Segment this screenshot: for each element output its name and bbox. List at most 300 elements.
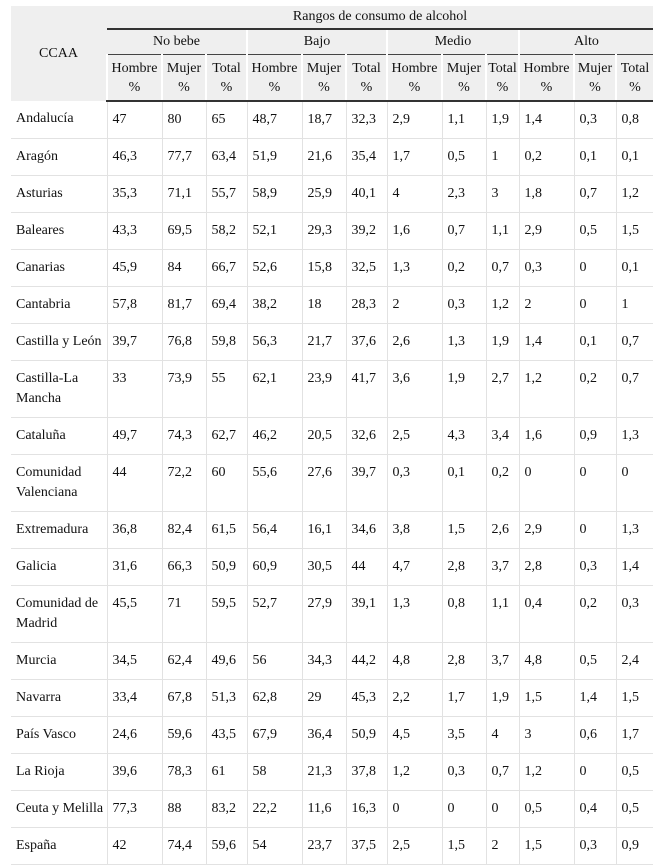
subheader-cell <box>247 55 302 102</box>
region-name: Andalucía <box>11 101 107 139</box>
value-cell: 52,1 <box>247 213 302 250</box>
value-cell: 84 <box>162 250 206 287</box>
value-cell: 32,3 <box>346 101 387 139</box>
value-cell: 56 <box>247 643 302 680</box>
value-cell: 54 <box>247 828 302 865</box>
value-cell: 1,2 <box>519 754 574 791</box>
unit-label: % <box>220 79 233 95</box>
table-row <box>11 680 653 717</box>
value-cell: 27,9 <box>302 586 346 643</box>
value-cell: 18,7 <box>302 101 346 139</box>
subheader-label: Hombre <box>523 60 570 76</box>
value-cell: 1 <box>486 139 519 176</box>
value-cell: 1,5 <box>616 213 653 250</box>
value-cell: 15,8 <box>302 250 346 287</box>
value-cell: 35,3 <box>107 176 162 213</box>
value-cell: 0,1 <box>574 139 616 176</box>
value-cell: 56,3 <box>247 324 302 361</box>
value-cell: 46,3 <box>107 139 162 176</box>
value-cell: 67,8 <box>162 680 206 717</box>
value-cell: 43,3 <box>107 213 162 250</box>
value-cell: 2,5 <box>387 418 442 455</box>
value-cell: 82,4 <box>162 512 206 549</box>
value-cell: 0,3 <box>519 250 574 287</box>
table-row <box>11 139 653 176</box>
value-cell: 45,3 <box>346 680 387 717</box>
value-cell: 43,5 <box>206 717 247 754</box>
value-cell: 81,7 <box>162 287 206 324</box>
value-cell: 2,6 <box>486 512 519 549</box>
value-cell: 60,9 <box>247 549 302 586</box>
value-cell: 0,7 <box>486 250 519 287</box>
value-cell: 0,2 <box>486 455 519 512</box>
value-cell: 1,8 <box>519 176 574 213</box>
region-name: Murcia <box>11 643 107 680</box>
value-cell: 1,2 <box>519 361 574 418</box>
unit-label: % <box>496 79 509 95</box>
subheader-cell <box>519 55 574 102</box>
value-cell: 66,3 <box>162 549 206 586</box>
value-cell: 32,5 <box>346 250 387 287</box>
region-name: Castilla-La Mancha <box>11 361 107 418</box>
table-row <box>11 287 653 324</box>
value-cell: 2,7 <box>486 361 519 418</box>
unit-label: % <box>268 79 281 95</box>
value-cell: 0 <box>574 287 616 324</box>
value-cell: 0,5 <box>616 791 653 828</box>
table-row <box>11 643 653 680</box>
value-cell: 1,3 <box>387 250 442 287</box>
value-cell: 0,5 <box>616 754 653 791</box>
value-cell: 44 <box>346 549 387 586</box>
table-row <box>11 418 653 455</box>
value-cell: 3,5 <box>442 717 486 754</box>
value-cell: 83,2 <box>206 791 247 828</box>
value-cell: 0,5 <box>442 139 486 176</box>
region-name: Galicia <box>11 549 107 586</box>
value-cell: 0 <box>387 791 442 828</box>
subheader-label: Total <box>488 60 517 76</box>
value-cell: 2,9 <box>519 512 574 549</box>
subheader-cell <box>206 55 247 102</box>
value-cell: 0,2 <box>574 361 616 418</box>
subheader-label: Total <box>620 60 650 76</box>
value-cell: 1,2 <box>387 754 442 791</box>
value-cell: 21,6 <box>302 139 346 176</box>
value-cell: 0,3 <box>574 828 616 865</box>
value-cell: 58,9 <box>247 176 302 213</box>
value-cell: 3,6 <box>387 361 442 418</box>
value-cell: 77,7 <box>162 139 206 176</box>
value-cell: 4,3 <box>442 418 486 455</box>
value-cell: 1,2 <box>616 176 653 213</box>
value-cell: 1,6 <box>387 213 442 250</box>
value-cell: 1,9 <box>486 101 519 139</box>
value-cell: 58,2 <box>206 213 247 250</box>
value-cell: 71 <box>162 586 206 643</box>
unit-label: % <box>360 79 373 95</box>
subheader-label: Mujer <box>446 60 482 76</box>
group-header: No bebe <box>107 29 247 55</box>
value-cell: 0,2 <box>519 139 574 176</box>
subheader-label: Mujer <box>577 60 613 76</box>
table-row <box>11 250 653 287</box>
value-cell: 0,7 <box>486 754 519 791</box>
value-cell: 38,2 <box>247 287 302 324</box>
value-cell: 1,9 <box>486 680 519 717</box>
subheader-cell <box>442 55 486 102</box>
value-cell: 30,5 <box>302 549 346 586</box>
value-cell: 0,3 <box>387 455 442 512</box>
value-cell: 80 <box>162 101 206 139</box>
value-cell: 41,7 <box>346 361 387 418</box>
value-cell: 0,5 <box>574 213 616 250</box>
value-cell: 21,7 <box>302 324 346 361</box>
subheader-cell <box>574 55 616 102</box>
value-cell: 36,4 <box>302 717 346 754</box>
unit-label: % <box>318 79 330 95</box>
region-name: Baleares <box>11 213 107 250</box>
value-cell: 39,1 <box>346 586 387 643</box>
value-cell: 1,9 <box>486 324 519 361</box>
value-cell: 73,9 <box>162 361 206 418</box>
group-header: Alto <box>519 29 653 55</box>
value-cell: 77,3 <box>107 791 162 828</box>
value-cell: 44 <box>107 455 162 512</box>
value-cell: 0,5 <box>574 643 616 680</box>
value-cell: 3,7 <box>486 549 519 586</box>
value-cell: 1,4 <box>519 324 574 361</box>
value-cell: 60 <box>206 455 247 512</box>
subheader-cell <box>162 55 206 102</box>
value-cell: 31,6 <box>107 549 162 586</box>
value-cell: 1,5 <box>442 828 486 865</box>
value-cell: 28,3 <box>346 287 387 324</box>
value-cell: 39,7 <box>346 455 387 512</box>
value-cell: 58 <box>247 754 302 791</box>
unit-label: % <box>458 79 470 95</box>
region-name: Comunidad Valenciana <box>11 455 107 512</box>
value-cell: 0,5 <box>519 791 574 828</box>
value-cell: 0 <box>519 455 574 512</box>
value-cell: 1,7 <box>387 139 442 176</box>
value-cell: 1,6 <box>519 418 574 455</box>
value-cell: 56,4 <box>247 512 302 549</box>
value-cell: 37,6 <box>346 324 387 361</box>
value-cell: 0,1 <box>574 324 616 361</box>
value-cell: 62,1 <box>247 361 302 418</box>
value-cell: 0 <box>574 512 616 549</box>
group-header: Medio <box>387 29 519 55</box>
subheader-cell <box>302 55 346 102</box>
value-cell: 0 <box>486 791 519 828</box>
value-cell: 45,5 <box>107 586 162 643</box>
value-cell: 0,2 <box>442 250 486 287</box>
value-cell: 76,8 <box>162 324 206 361</box>
value-cell: 59,5 <box>206 586 247 643</box>
value-cell: 49,6 <box>206 643 247 680</box>
value-cell: 20,5 <box>302 418 346 455</box>
value-cell: 1,4 <box>519 101 574 139</box>
region-name: Cantabria <box>11 287 107 324</box>
value-cell: 1,5 <box>519 680 574 717</box>
value-cell: 59,6 <box>162 717 206 754</box>
value-cell: 0,3 <box>442 754 486 791</box>
value-cell: 0 <box>574 455 616 512</box>
value-cell: 3 <box>486 176 519 213</box>
table-row <box>11 754 653 791</box>
subheader-label: Total <box>352 60 381 76</box>
value-cell: 24,6 <box>107 717 162 754</box>
value-cell: 45,9 <box>107 250 162 287</box>
value-cell: 39,6 <box>107 754 162 791</box>
value-cell: 59,8 <box>206 324 247 361</box>
table-row <box>11 361 653 418</box>
value-cell: 25,9 <box>302 176 346 213</box>
table-row <box>11 791 653 828</box>
value-cell: 0 <box>442 791 486 828</box>
value-cell: 33,4 <box>107 680 162 717</box>
value-cell: 1,1 <box>486 213 519 250</box>
value-cell: 4,8 <box>519 643 574 680</box>
value-cell: 1,3 <box>442 324 486 361</box>
value-cell: 23,7 <box>302 828 346 865</box>
value-cell: 3 <box>519 717 574 754</box>
table-body <box>11 101 653 865</box>
table-row <box>11 324 653 361</box>
value-cell: 55,6 <box>247 455 302 512</box>
value-cell: 50,9 <box>206 549 247 586</box>
value-cell: 1,4 <box>574 680 616 717</box>
value-cell: 1,5 <box>442 512 486 549</box>
subheader-cell <box>486 55 519 102</box>
value-cell: 2,9 <box>519 213 574 250</box>
value-cell: 34,6 <box>346 512 387 549</box>
value-cell: 51,9 <box>247 139 302 176</box>
value-cell: 49,7 <box>107 418 162 455</box>
value-cell: 4,7 <box>387 549 442 586</box>
subheader-cell <box>346 55 387 102</box>
value-cell: 1,7 <box>616 717 653 754</box>
subheader-label: Total <box>212 60 241 76</box>
value-cell: 0,7 <box>616 324 653 361</box>
value-cell: 42 <box>107 828 162 865</box>
value-cell: 0,7 <box>442 213 486 250</box>
value-cell: 36,8 <box>107 512 162 549</box>
subheader-label: Mujer <box>166 60 202 76</box>
value-cell: 0,4 <box>519 586 574 643</box>
value-cell: 0,4 <box>574 791 616 828</box>
value-cell: 61,5 <box>206 512 247 549</box>
table-row <box>11 455 653 512</box>
value-cell: 0 <box>574 754 616 791</box>
group-header: Bajo <box>247 29 387 55</box>
table-row <box>11 717 653 754</box>
region-name: España <box>11 828 107 865</box>
unit-label: % <box>629 79 641 95</box>
value-cell: 35,4 <box>346 139 387 176</box>
value-cell: 21,3 <box>302 754 346 791</box>
region-name: Cataluña <box>11 418 107 455</box>
value-cell: 39,7 <box>107 324 162 361</box>
value-cell: 11,6 <box>302 791 346 828</box>
value-cell: 0,8 <box>616 101 653 139</box>
value-cell: 2 <box>486 828 519 865</box>
region-name: Asturias <box>11 176 107 213</box>
table-row <box>11 512 653 549</box>
unit-label: % <box>589 79 601 95</box>
region-name: Extremadura <box>11 512 107 549</box>
subheader-label: Mujer <box>306 60 342 76</box>
unit-label: % <box>178 79 190 95</box>
value-cell: 52,7 <box>247 586 302 643</box>
value-cell: 39,2 <box>346 213 387 250</box>
value-cell: 1,3 <box>616 418 653 455</box>
value-cell: 0,6 <box>574 717 616 754</box>
value-cell: 2 <box>387 287 442 324</box>
value-cell: 44,2 <box>346 643 387 680</box>
region-name: Ceuta y Melilla <box>11 791 107 828</box>
value-cell: 3,4 <box>486 418 519 455</box>
value-cell: 0,7 <box>616 361 653 418</box>
value-cell: 4,5 <box>387 717 442 754</box>
value-cell: 69,4 <box>206 287 247 324</box>
region-name: Canarias <box>11 250 107 287</box>
value-cell: 0 <box>574 250 616 287</box>
subheader-label: Hombre <box>391 60 438 76</box>
table-header <box>11 6 653 101</box>
value-cell: 74,4 <box>162 828 206 865</box>
value-cell: 1 <box>616 287 653 324</box>
alcohol-consumption-table <box>11 6 653 865</box>
unit-label: % <box>540 79 553 95</box>
value-cell: 2 <box>519 287 574 324</box>
table-row <box>11 213 653 250</box>
table-row <box>11 828 653 865</box>
value-cell: 0,7 <box>574 176 616 213</box>
region-name: País Vasco <box>11 717 107 754</box>
value-cell: 3,7 <box>486 643 519 680</box>
value-cell: 1,1 <box>486 586 519 643</box>
value-cell: 48,7 <box>247 101 302 139</box>
value-cell: 59,6 <box>206 828 247 865</box>
corner-header-ccaa: CCAA <box>11 6 107 101</box>
unit-label: % <box>408 79 421 95</box>
value-cell: 66,7 <box>206 250 247 287</box>
region-name: Navarra <box>11 680 107 717</box>
value-cell: 0,9 <box>574 418 616 455</box>
value-cell: 27,6 <box>302 455 346 512</box>
region-name: Aragón <box>11 139 107 176</box>
unit-label: % <box>128 79 141 95</box>
subheader-label: Hombre <box>111 60 158 76</box>
value-cell: 2,5 <box>387 828 442 865</box>
table-row <box>11 549 653 586</box>
value-cell: 71,1 <box>162 176 206 213</box>
value-cell: 50,9 <box>346 717 387 754</box>
value-cell: 18 <box>302 287 346 324</box>
value-cell: 0,1 <box>442 455 486 512</box>
value-cell: 16,1 <box>302 512 346 549</box>
value-cell: 1,4 <box>616 549 653 586</box>
value-cell: 2,8 <box>442 549 486 586</box>
value-cell: 46,2 <box>247 418 302 455</box>
table-container <box>11 6 653 865</box>
value-cell: 57,8 <box>107 287 162 324</box>
value-cell: 2,3 <box>442 176 486 213</box>
subheader-cell <box>107 55 162 102</box>
value-cell: 61 <box>206 754 247 791</box>
value-cell: 74,3 <box>162 418 206 455</box>
value-cell: 1,3 <box>616 512 653 549</box>
table-row <box>11 101 653 139</box>
value-cell: 0,8 <box>442 586 486 643</box>
value-cell: 2,2 <box>387 680 442 717</box>
value-cell: 4 <box>387 176 442 213</box>
value-cell: 3,8 <box>387 512 442 549</box>
region-name: Castilla y León <box>11 324 107 361</box>
value-cell: 34,3 <box>302 643 346 680</box>
table-row <box>11 586 653 643</box>
super-header: Rangos de consumo de alcohol <box>107 6 653 29</box>
value-cell: 22,2 <box>247 791 302 828</box>
value-cell: 16,3 <box>346 791 387 828</box>
value-cell: 0,2 <box>574 586 616 643</box>
value-cell: 55 <box>206 361 247 418</box>
value-cell: 88 <box>162 791 206 828</box>
value-cell: 51,3 <box>206 680 247 717</box>
value-cell: 78,3 <box>162 754 206 791</box>
value-cell: 1,5 <box>616 680 653 717</box>
value-cell: 4,8 <box>387 643 442 680</box>
value-cell: 29,3 <box>302 213 346 250</box>
region-name: Comunidad de Madrid <box>11 586 107 643</box>
value-cell: 55,7 <box>206 176 247 213</box>
value-cell: 1,9 <box>442 361 486 418</box>
value-cell: 29 <box>302 680 346 717</box>
value-cell: 47 <box>107 101 162 139</box>
value-cell: 63,4 <box>206 139 247 176</box>
table-row <box>11 176 653 213</box>
value-cell: 4 <box>486 717 519 754</box>
subheader-cell <box>387 55 442 102</box>
subheader-cell <box>616 55 653 102</box>
value-cell: 1,5 <box>519 828 574 865</box>
value-cell: 65 <box>206 101 247 139</box>
value-cell: 0,3 <box>442 287 486 324</box>
value-cell: 0,3 <box>574 549 616 586</box>
value-cell: 23,9 <box>302 361 346 418</box>
value-cell: 0,3 <box>574 101 616 139</box>
value-cell: 34,5 <box>107 643 162 680</box>
value-cell: 40,1 <box>346 176 387 213</box>
value-cell: 67,9 <box>247 717 302 754</box>
value-cell: 0,9 <box>616 828 653 865</box>
value-cell: 33 <box>107 361 162 418</box>
value-cell: 1,3 <box>387 586 442 643</box>
value-cell: 1,7 <box>442 680 486 717</box>
value-cell: 1,1 <box>442 101 486 139</box>
value-cell: 0,1 <box>616 250 653 287</box>
region-name: La Rioja <box>11 754 107 791</box>
value-cell: 2,8 <box>442 643 486 680</box>
value-cell: 0 <box>616 455 653 512</box>
value-cell: 2,4 <box>616 643 653 680</box>
value-cell: 32,6 <box>346 418 387 455</box>
value-cell: 52,6 <box>247 250 302 287</box>
value-cell: 62,8 <box>247 680 302 717</box>
value-cell: 62,4 <box>162 643 206 680</box>
